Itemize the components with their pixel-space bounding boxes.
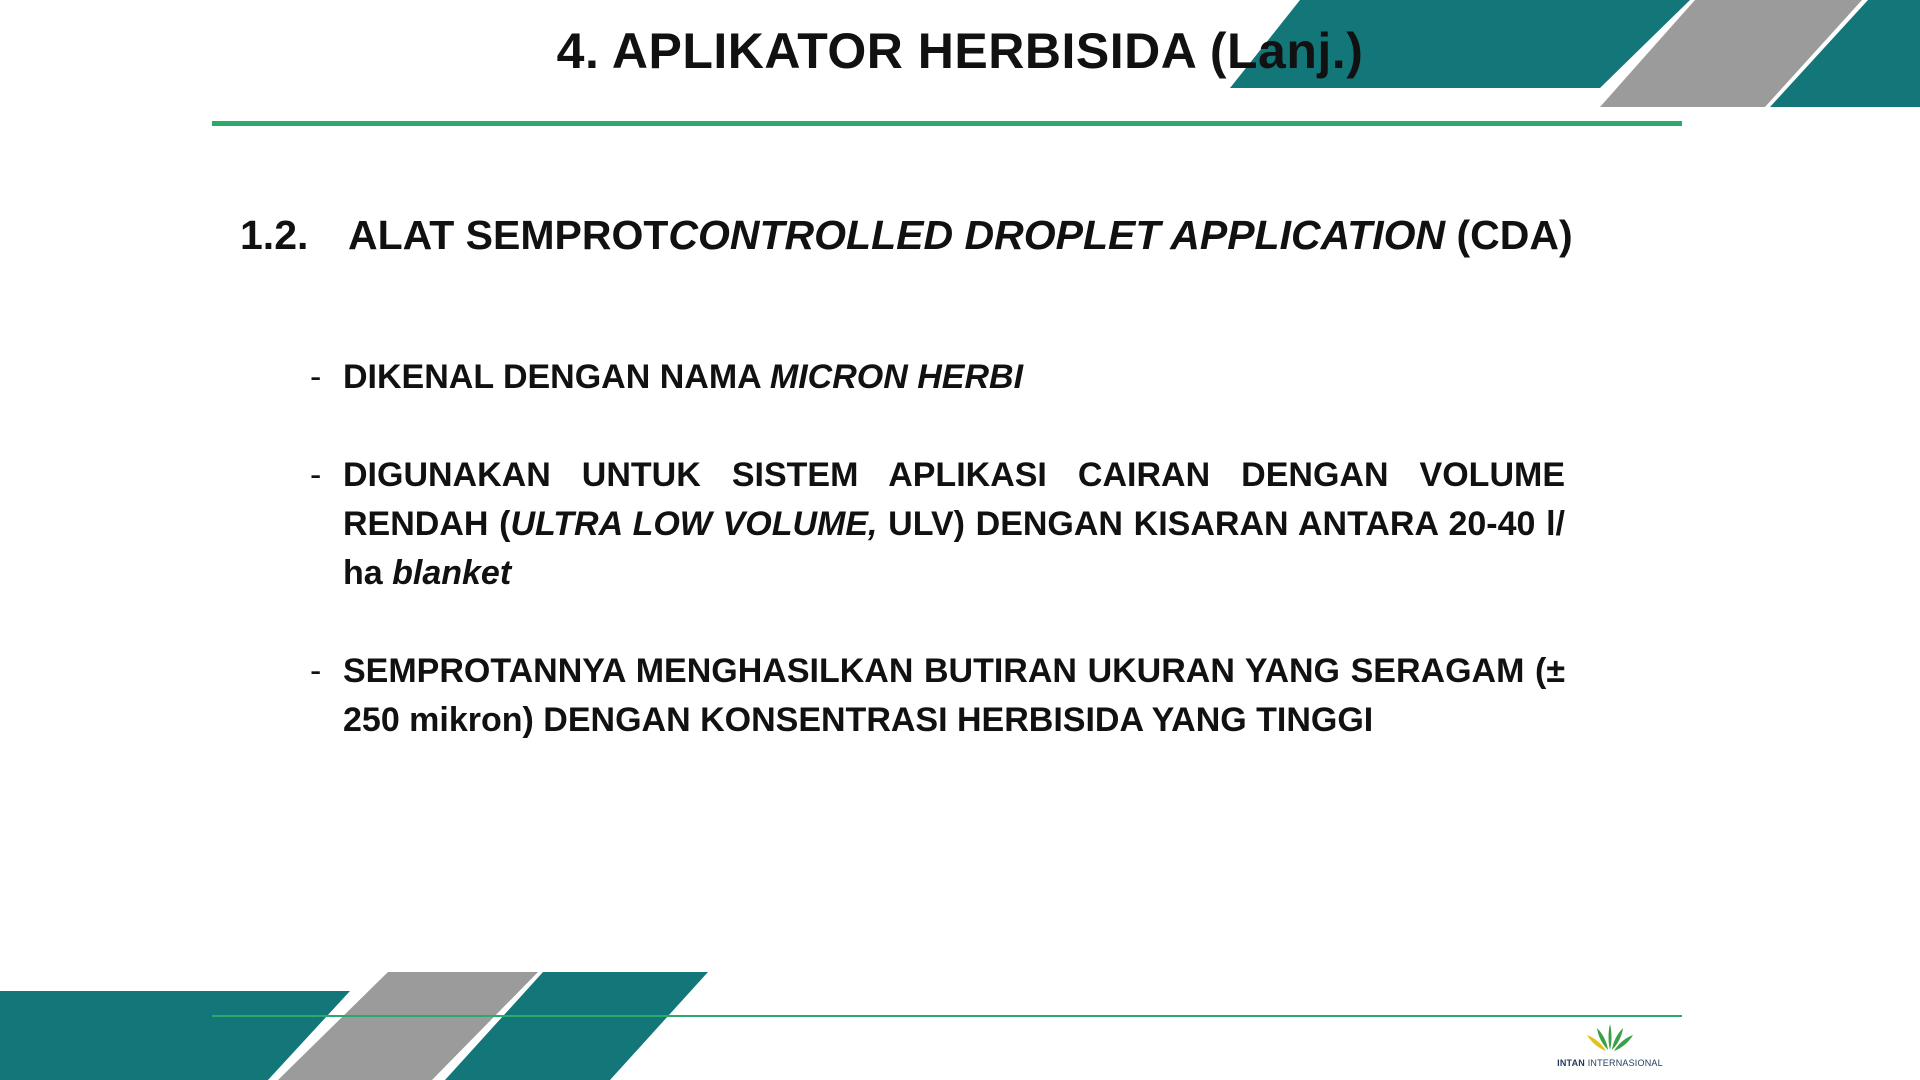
logo-name-light: INTERNASIONAL bbox=[1585, 1058, 1663, 1068]
bullet-text: DIGUNAKAN UNTUK SISTEM APLIKASI CAIRAN DENGAN VOLUME RENDAH ( bbox=[343, 456, 1565, 543]
bullet-item bbox=[310, 353, 1565, 402]
bullet-dash: - bbox=[310, 652, 322, 690]
bullet-list bbox=[310, 353, 1565, 745]
bullet-text-italic-end: blanket bbox=[392, 554, 512, 592]
section-heading bbox=[240, 212, 1573, 259]
bullet-text: SEMPROTANNYA MENGHASILKAN BUTIRAN UKURAN YANG SERAGAM (± 250 mikron) DENGAN KONSENTRASI HERBISIDA YANG TINGGI bbox=[343, 652, 1565, 739]
section-text-suffix: (CDA) bbox=[1445, 212, 1573, 258]
section-text: ALAT SEMPROT bbox=[348, 212, 669, 258]
bullet-item bbox=[310, 647, 1565, 745]
bullet-text-italic: ULTRA LOW VOLUME, bbox=[510, 505, 878, 543]
title-underline bbox=[212, 121, 1682, 126]
bullet-text-middle: ULV) DENGAN KISARAN ANTARA 20-40 l/ ha bbox=[343, 505, 1565, 592]
section-text-italic: CONTROLLED DROPLET APPLICATION bbox=[668, 212, 1446, 258]
footer-rule bbox=[212, 1015, 1682, 1017]
section-number: 1.2. bbox=[240, 212, 309, 258]
company-logo bbox=[1555, 1022, 1665, 1076]
bullet-text: DIKENAL DENGAN NAMA bbox=[343, 358, 770, 396]
logo-name-bold: INTAN bbox=[1557, 1058, 1585, 1068]
bullet-dash: - bbox=[310, 358, 322, 396]
slide-title: 4. APLIKATOR HERBISIDA (Lanj.) bbox=[556, 23, 1364, 79]
bullet-text-italic: MICRON HERBI bbox=[769, 358, 1024, 396]
logo-caption bbox=[1555, 1058, 1665, 1068]
bullet-item bbox=[310, 451, 1565, 598]
leaf-logo-icon bbox=[1582, 1022, 1638, 1052]
bullet-dash: - bbox=[310, 456, 322, 494]
